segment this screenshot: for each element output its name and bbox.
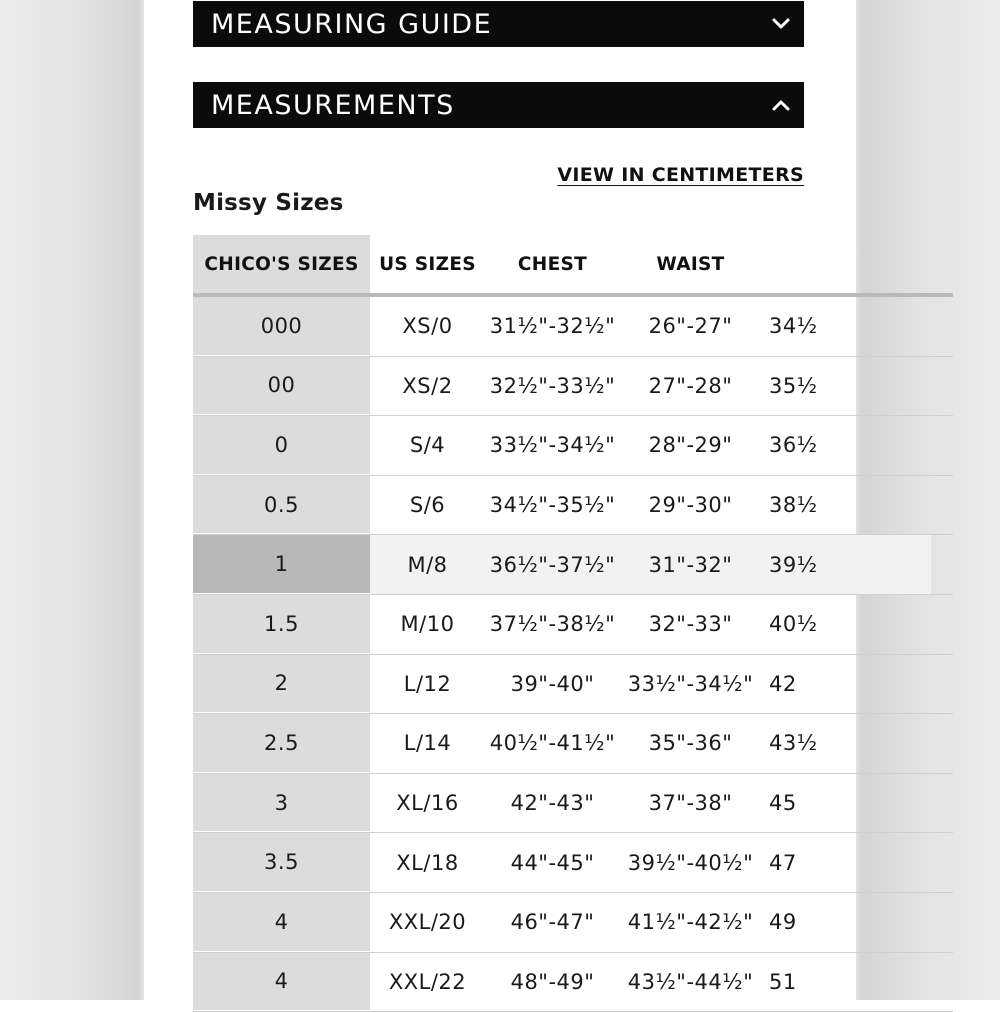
table-row: [193, 416, 953, 476]
table-row: [193, 476, 953, 536]
hips-cell: 34½: [769, 314, 818, 339]
chest-cell: 34½"-35½": [489, 493, 616, 518]
table-body: [193, 297, 953, 1012]
hips-cell: 51: [769, 969, 797, 994]
table-row: [193, 535, 953, 595]
chest-cell: 48"-49": [510, 969, 595, 994]
header-chicos-sizes: CHICO'S SIZES: [193, 235, 370, 293]
waist-cell: 26"-27": [648, 314, 733, 339]
table-title: Missy Sizes: [193, 190, 344, 216]
chicos-size-cell: 2: [193, 655, 370, 714]
us-size-cell: S/6: [409, 493, 446, 518]
table-row: [193, 595, 953, 655]
table-row: [193, 774, 953, 834]
hips-cell: 38½: [769, 493, 818, 518]
chicos-size-cell: 00: [193, 357, 370, 416]
hips-cell: 35½: [769, 373, 818, 398]
chicos-size-cell: 0: [193, 416, 370, 475]
us-size-cell: M/10: [400, 612, 455, 637]
chevron-up-icon[interactable]: [758, 82, 804, 128]
table-header-row: [193, 235, 953, 297]
waist-cell: 32"-33": [648, 612, 733, 637]
hips-cell: 49: [769, 910, 797, 935]
chest-cell: 40½"-41½": [489, 731, 616, 756]
size-table: [193, 235, 953, 1012]
hips-cell: 40½: [769, 612, 818, 637]
chest-cell: 36½"-37½": [485, 535, 620, 594]
table-row: [193, 953, 953, 1012]
hips-cell: 45: [769, 791, 797, 816]
header-us-sizes: US SIZES: [379, 253, 476, 275]
measuring-guide-accordion[interactable]: [193, 1, 804, 47]
table-row: [193, 655, 953, 715]
chest-cell: 37½"-38½": [489, 612, 616, 637]
chest-cell: 33½"-34½": [489, 433, 616, 458]
us-size-cell: XS/0: [402, 314, 453, 339]
hips-cell: 39½: [761, 535, 931, 594]
us-size-cell: M/8: [370, 535, 485, 594]
chicos-size-cell: 0.5: [193, 476, 370, 535]
chicos-size-cell: 3.5: [193, 833, 370, 892]
measuring-guide-title: MEASURING GUIDE: [211, 8, 493, 40]
waist-cell: 41½"-42½": [627, 910, 754, 935]
table-row: [193, 297, 953, 357]
chicos-size-cell: 2.5: [193, 714, 370, 773]
header-hips: [761, 235, 931, 293]
chest-cell: 31½"-32½": [489, 314, 616, 339]
waist-cell: 35"-36": [648, 731, 733, 756]
us-size-cell: XXL/22: [388, 969, 467, 994]
waist-cell: 31"-32": [620, 535, 761, 594]
chicos-size-cell: 3: [193, 774, 370, 833]
us-size-cell: L/14: [403, 731, 452, 756]
hips-cell: 36½: [769, 433, 818, 458]
us-size-cell: XL/18: [396, 850, 459, 875]
chest-cell: 46"-47": [510, 910, 595, 935]
chest-cell: 32½"-33½": [489, 373, 616, 398]
waist-cell: 43½"-44½": [627, 969, 754, 994]
chest-cell: 44"-45": [510, 850, 595, 875]
header-waist: WAIST: [656, 253, 725, 275]
measurements-title: MEASUREMENTS: [211, 89, 455, 121]
waist-cell: 33½"-34½": [627, 671, 754, 696]
size-table-scroll[interactable]: [193, 235, 818, 1000]
table-row: [193, 357, 953, 417]
us-size-cell: XS/2: [402, 373, 453, 398]
us-size-cell: S/4: [409, 433, 446, 458]
waist-cell: 28"-29": [648, 433, 733, 458]
chevron-down-icon[interactable]: [758, 1, 804, 47]
us-size-cell: XXL/20: [388, 910, 467, 935]
hips-cell: 47: [769, 850, 797, 875]
chicos-size-cell: 4: [193, 953, 370, 1012]
measurements-accordion[interactable]: [193, 82, 804, 128]
us-size-cell: XL/16: [396, 791, 459, 816]
chicos-size-cell: 1.5: [193, 595, 370, 654]
hips-cell: 43½: [769, 731, 818, 756]
view-in-centimeters-link[interactable]: VIEW IN CENTIMETERS: [557, 164, 804, 186]
chicos-size-cell: 1: [193, 535, 370, 594]
chicos-size-cell: 000: [193, 297, 370, 356]
waist-cell: 37"-38": [648, 791, 733, 816]
waist-cell: 29"-30": [648, 493, 733, 518]
waist-cell: 27"-28": [648, 373, 733, 398]
left-backdrop: [0, 0, 150, 1000]
table-row: [193, 714, 953, 774]
chest-cell: 39"-40": [510, 671, 595, 696]
header-chest: CHEST: [517, 253, 588, 275]
table-row: [193, 833, 953, 893]
waist-cell: 39½"-40½": [627, 850, 754, 875]
table-row: [193, 893, 953, 953]
hips-cell: 42: [769, 671, 797, 696]
chest-cell: 42"-43": [510, 791, 595, 816]
chicos-size-cell: 4: [193, 893, 370, 952]
us-size-cell: L/12: [403, 671, 452, 696]
